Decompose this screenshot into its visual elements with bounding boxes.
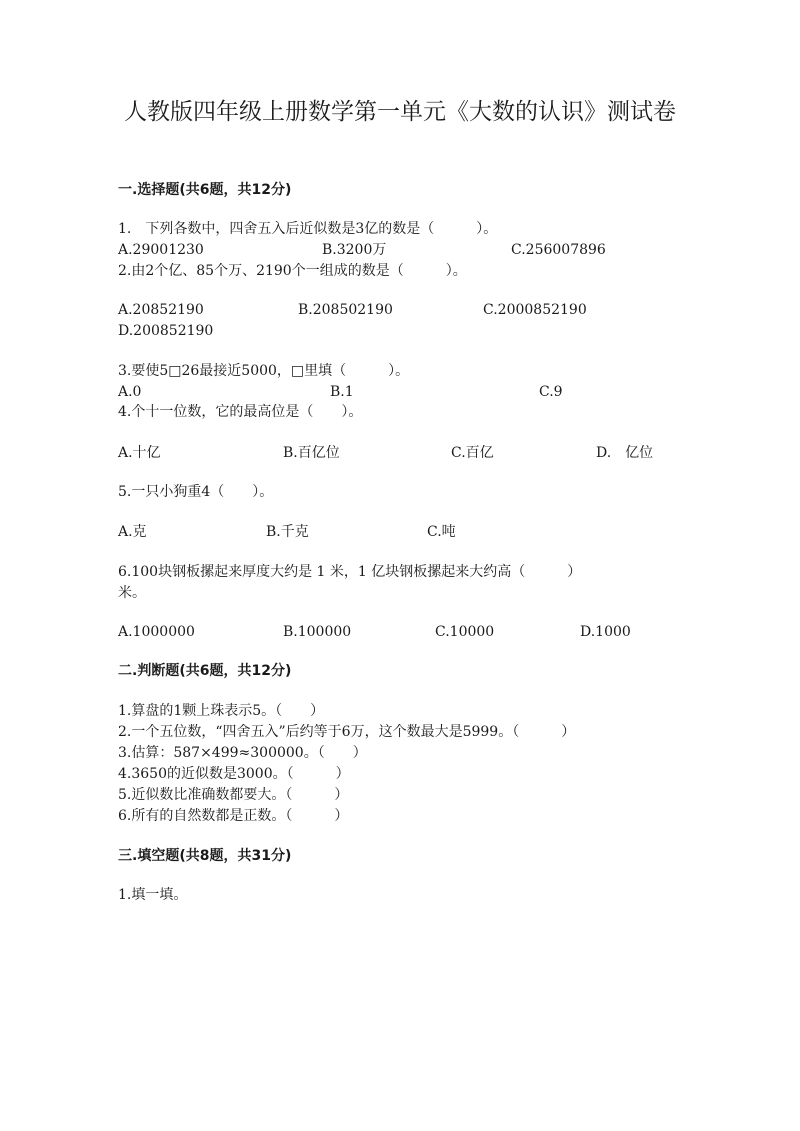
judgement-item-5: 5.近似数比准确数都要大。（ ）	[118, 787, 349, 803]
question-4-option-a: A.十亿	[118, 445, 161, 461]
question-6-stem: 6.100块钢板摞起来厚度大约是 1 米，1 亿块钢板摞起来大约高（ ）	[118, 564, 582, 580]
question-2-stem: 2.由2个亿、85个万、2190个一组成的数是（ ）。	[118, 263, 467, 279]
question-6-option-b: B.100000	[283, 624, 352, 640]
question-6-stem-continued: 米。	[118, 585, 146, 601]
question-2-option-d: D.200852190	[118, 323, 214, 339]
question-2-option-a: A.20852190	[118, 302, 204, 318]
question-1-option-b: B.3200万	[322, 242, 387, 258]
question-6-option-d: D.1000	[580, 624, 631, 640]
question-3-option-c: C.9	[539, 384, 563, 400]
judgement-item-3: 3.估算：587×499≈300000。（ ）	[118, 745, 367, 761]
question-5-option-c: C.吨	[427, 524, 456, 540]
judgement-item-2: 2.一个五位数，“四舍五入”后约等于6万，这个数最大是5999。（ ）	[118, 724, 576, 740]
judgement-item-6: 6.所有的自然数都是正数。（ ）	[118, 808, 349, 824]
question-1-option-a: A.29001230	[118, 242, 204, 258]
question-2-option-b: B.208502190	[298, 302, 393, 318]
question-3-option-a: A.0	[118, 384, 142, 400]
question-6-option-c: C.10000	[435, 624, 495, 640]
question-5-stem: 5.一只小狗重4（ ）。	[118, 484, 274, 500]
question-5-option-a: A.克	[118, 524, 147, 540]
question-2-option-c: C.2000852190	[483, 302, 587, 318]
section-heading-choice: 一.选择题(共6题，共12分)	[118, 182, 292, 198]
question-3-option-b: B.1	[330, 384, 354, 400]
question-6-option-a: A.1000000	[118, 624, 195, 640]
question-1-stem: 1. 下列各数中，四舍五入后近似数是3亿的数是（ ）。	[118, 221, 498, 237]
section-heading-fill-in: 三.填空题(共8题，共31分)	[118, 848, 292, 864]
question-4-stem: 4.个十一位数，它的最高位是（ ）。	[118, 404, 363, 420]
judgement-item-4: 4.3650的近似数是3000。（ ）	[118, 766, 350, 782]
section-heading-judgement: 二.判断题(共6题，共12分)	[118, 663, 292, 679]
question-3-stem: 3.要使5□26最接近5000，□里填（ ）。	[118, 363, 410, 379]
question-4-option-c: C.百亿	[451, 445, 494, 461]
question-4-option-b: B.百亿位	[283, 445, 340, 461]
question-1-option-c: C.256007896	[511, 242, 606, 258]
judgement-item-1: 1.算盘的1颗上珠表示5。（ ）	[118, 703, 325, 719]
page-title: 人教版四年级上册数学第一单元《大数的认识》测试卷	[124, 99, 676, 125]
question-5-option-b: B.千克	[266, 524, 309, 540]
question-4-option-d: D. 亿位	[596, 445, 654, 461]
fill-in-item-1: 1.填一填。	[118, 887, 188, 903]
